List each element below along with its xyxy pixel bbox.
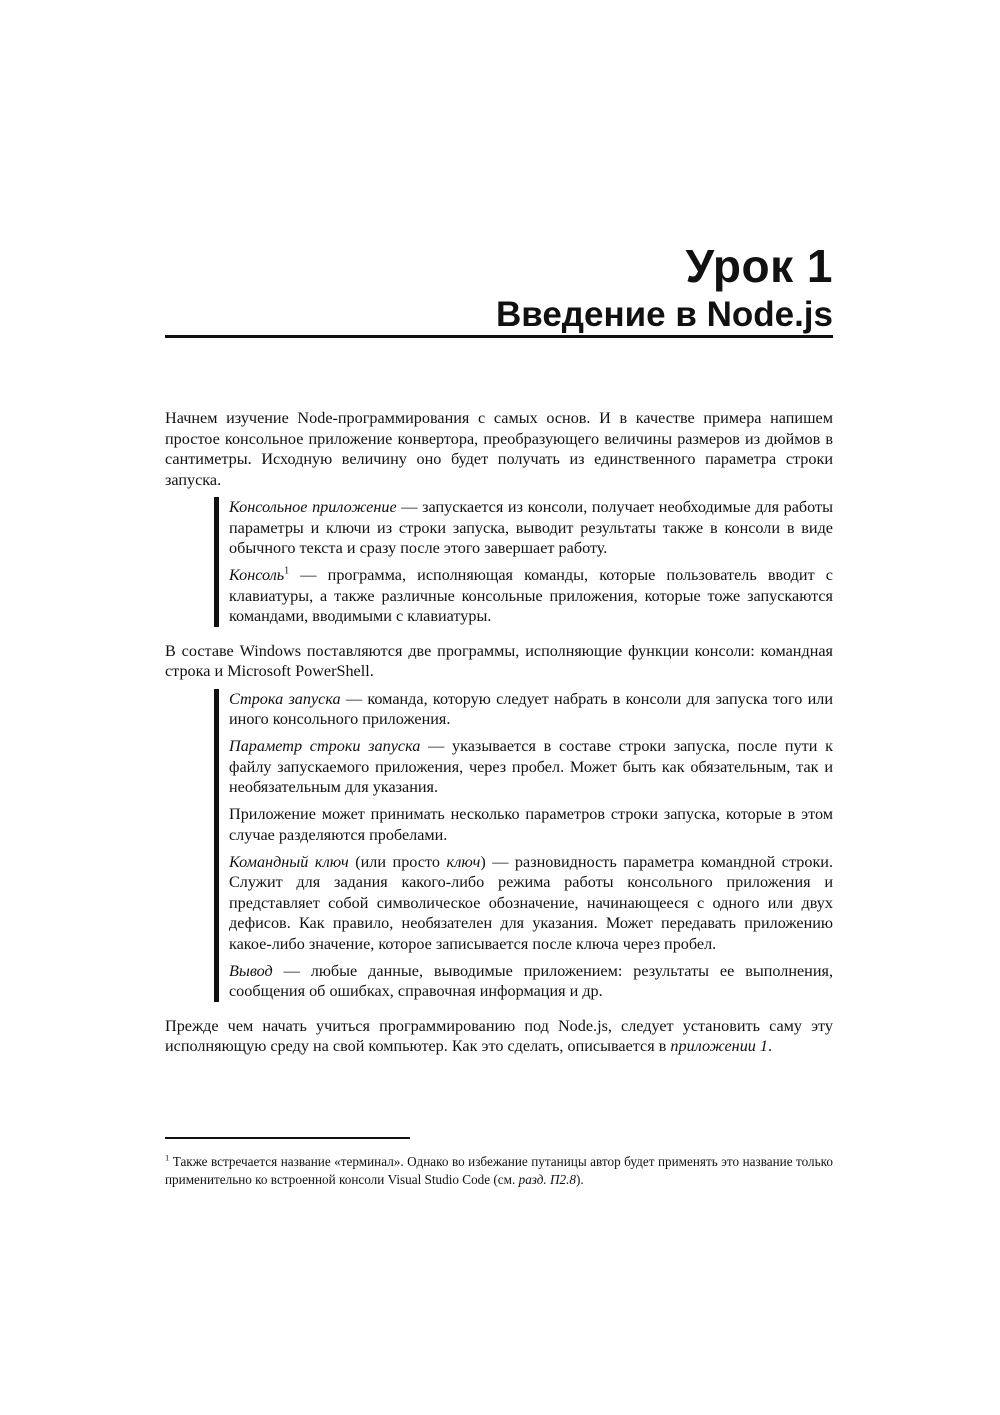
definition-console-text: — программа, исполняющая команды, которые пользователь вводит с клавиатуры, а также различные консольные приложения, которые тоже запускаются командами, вводимыми с клавиатуры. <box>229 566 833 625</box>
footnote-end: ). <box>576 1171 584 1187</box>
definition-launch-line-text: — команда, которую следует набрать в консоли для запуска того или иного консольного приложения. <box>229 689 833 728</box>
definition-launch-line <box>229 689 833 730</box>
term-key: ключ <box>446 852 481 871</box>
footnote-ref-1[interactable]: 1 <box>284 565 290 577</box>
definition-output <box>229 961 833 1002</box>
appendix-link[interactable]: приложении 1 <box>670 1037 769 1055</box>
definition-console-app-text: — запускается из консоли, получает необходимые для работы параметры и ключи из строки запуска, выводит результаты также в консоли в виде обычного текста и сразу после этого завершает работу. <box>229 498 833 557</box>
term-console-app: Консольное приложение <box>229 498 397 516</box>
term-launch-line: Строка запуска <box>229 689 341 708</box>
term-console: Консоль <box>229 566 285 584</box>
definition-console-app <box>229 497 833 559</box>
term-command-key: Командный ключ <box>229 852 349 871</box>
definition-output-text: — любые данные, выводимые приложением: результаты ее выполнения, сообщения об ошибках, справочная информация и др. <box>229 961 833 1000</box>
definition-launch-param <box>229 736 833 798</box>
chapter-number: Урок 1 <box>685 240 833 292</box>
term-launch-param: Параметр строки запуска <box>229 737 421 755</box>
footnote-divider <box>165 1137 410 1139</box>
footnote-text: Также встречается название «терминал». Однако во избежание путаницы автор будет применять это название только применительно ко встроенной консоли Visual Studio Code (см. <box>165 1154 833 1187</box>
footnote-number: 1 <box>165 1152 170 1163</box>
definition-console <box>229 565 833 627</box>
footnote-1 <box>165 1153 833 1188</box>
windows-paragraph: В составе Windows поставляются две программы, исполняющие функции консоли: командная строка и Microsoft PowerShell. <box>165 641 833 680</box>
chapter-title: Введение в Node.js <box>496 295 833 334</box>
intro-paragraph: Начнем изучение Node-программирования с самых основ. И в качестве примера напишем простое консольное приложение конвертора, преобразующего величины размеров из дюймов в сантиметры. Исходную величину оно будет получать из единственного параметра строки запуска. <box>165 409 833 489</box>
definitions-block-2 <box>214 689 833 1002</box>
definition-command-key-mid: (или просто <box>348 852 447 871</box>
definition-command-key <box>229 852 833 955</box>
chapter-header <box>165 238 833 336</box>
term-output: Вывод <box>229 961 273 980</box>
closing-end: . <box>768 1037 773 1055</box>
section-reference-link[interactable]: разд. П2.8 <box>518 1171 577 1187</box>
definitions-block-1 <box>214 497 833 627</box>
closing-paragraph <box>165 1016 833 1057</box>
main-content <box>165 408 833 1064</box>
definition-command-key-text: ) — разновидность параметра командной строки. Служит для задания какого-либо режима работы консольного приложения и представляет собой символическое обозначение, начинающееся с одного или двух дефисов. Как правило, необязателен для указания. Может передавать приложению какое-либо значение, которое записывается после ключа через пробел. <box>229 852 834 953</box>
closing-text: Прежде чем начать учиться программированию под Node.js, следует установить саму эту исполняющую среду на свой компьютер. Как это сделать, описывается в <box>165 1016 833 1055</box>
note-multiple-params: Приложение может принимать несколько параметров строки запуска, которые в этом случае разделяются пробелами. <box>229 805 833 844</box>
header-divider <box>165 335 833 338</box>
definition-launch-param-text: — указывается в составе строки запуска, после пути к файлу запускаемого приложения, через пробел. Может быть как обязательным, так и необязательным для указания. <box>229 737 834 796</box>
